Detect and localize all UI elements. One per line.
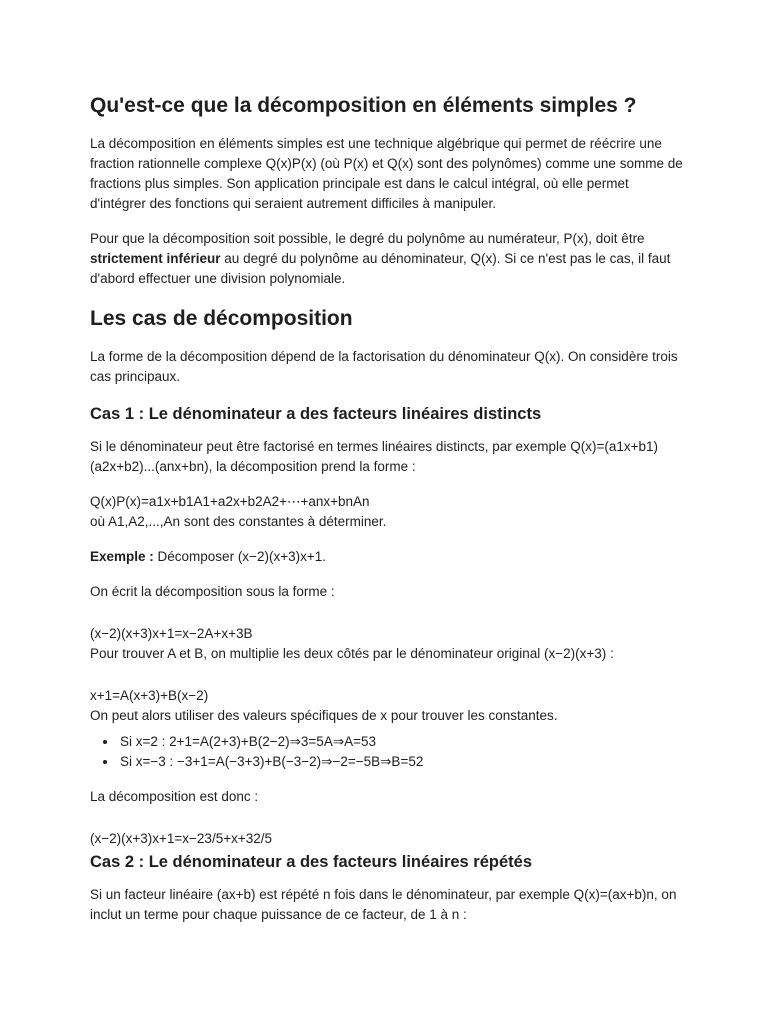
case1-formula-line: Q(x)P(x)=a1x+b1A1+a2x+b2A2+⋯+anx+bnAn xyxy=(90,494,370,509)
decomposition-form-explanation: Pour trouver A et B, on multiplie les deux côtés par le dénominateur original (x−2)(x+3) : xyxy=(90,646,614,661)
list-item: • Si x=2 : 2+1=A(2+3)+B(2−2)⇒3=5A⇒A=53 xyxy=(118,732,684,752)
result-formula xyxy=(90,829,684,849)
case2-title: Cas 2 : Le dénominateur a des facteurs linéaires répétés xyxy=(90,853,533,871)
constants-list xyxy=(90,732,684,772)
case1-title: Cas 1 : Le dénominateur a des facteurs linéaires distincts xyxy=(90,405,542,423)
page-title: Qu'est-ce que la décomposition en éléments simples ? xyxy=(90,94,637,117)
list-item: • Si x=−3 : −3+1=A(−3+3)+B(−3−2)⇒−2=−5B⇒B=52 xyxy=(118,752,684,772)
result-formula-line: (x−2)(x+3)x+1=x−23/5+x+32/5 xyxy=(90,831,272,846)
cases-intro-paragraph: La forme de la décomposition dépend de la factorisation du dénominateur Q(x). On considère trois cas principaux. xyxy=(90,349,678,384)
multiplied-equation xyxy=(90,686,684,726)
case1-formula-note: où A1,A2,...,An sont des constantes à déterminer. xyxy=(90,514,387,529)
case1-paragraph: Si le dénominateur peut être factorisé en termes linéaires distincts, par exemple Q(x)=(a1x+b1)(a2x+b2)...(anx+bn), la décomposition prend la forme : xyxy=(90,439,659,474)
condition-bold-text: strictement inférieur xyxy=(90,251,221,266)
case1-general-formula xyxy=(90,492,684,532)
write-form-paragraph: On écrit la décomposition sous la forme : xyxy=(90,584,335,599)
example-text: Décomposer (x−2)(x+3)x+1. xyxy=(153,549,326,564)
multiplied-equation-explanation: On peut alors utiliser des valeurs spécifiques de x pour trouver les constantes. xyxy=(90,708,558,723)
intro-paragraph: La décomposition en éléments simples est une technique algébrique qui permet de réécrire une fraction rationnelle complexe Q(x)P(x) (où P(x) et Q(x) sont des polynômes) comme une somme de fractions plus simples. Son application principale est dans le calcul intégral, où elle permet d'intégrer des fonctions qui seraient autrement difficiles à manipuler. xyxy=(90,136,683,211)
result-intro-paragraph: La décomposition est donc : xyxy=(90,789,259,804)
example-paragraph xyxy=(90,547,684,567)
condition-paragraph xyxy=(90,229,684,289)
condition-text-before: Pour que la décomposition soit possible, le degré du polynôme au numérateur, P(x), doit être xyxy=(90,231,645,246)
decomposition-form-equation: (x−2)(x+3)x+1=x−2A+x+3B xyxy=(90,626,253,641)
case2-paragraph: Si un facteur linéaire (ax+b) est répété n fois dans le dénominateur, par exemple Q(x)=(ax+b)n, on inclut un terme pour chaque puissance de ce facteur, de 1 à n : xyxy=(90,887,677,922)
multiplied-equation-line: x+1=A(x+3)+B(x−2) xyxy=(90,688,209,703)
decomposition-form xyxy=(90,624,684,664)
example-label: Exemple : xyxy=(90,549,154,564)
section-title-cases: Les cas de décomposition xyxy=(90,307,353,330)
condition-text-after: au degré du polynôme au dénominateur, Q(x). Si ce n'est pas le cas, il faut d'abord effectuer une division polynomiale. xyxy=(90,251,671,286)
